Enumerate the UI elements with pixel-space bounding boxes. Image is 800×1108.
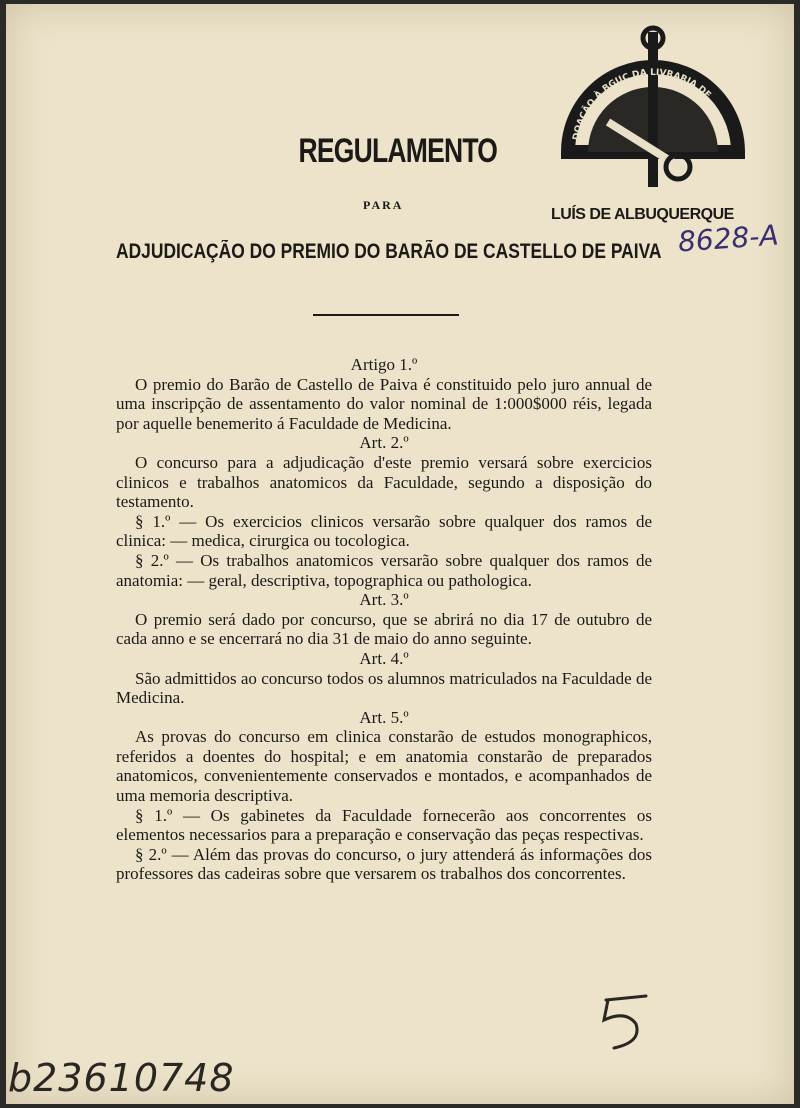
article-heading: Art. 4.º — [359, 648, 409, 668]
stamp-text: DOAÇÃO À BGUC DA LIVRARIA DE — [571, 67, 713, 142]
article-paragraph: As provas do concurso em clinica constarão de estudos monographicos, referidos a doentes do hospital; e em anatomia constarão de preparados anatomicos, convenientemente conservados e montados, e acompanhados de uma memoria descriptiva. — [116, 727, 652, 806]
article-paragraph: O premio do Barão de Castello de Paiva é constituido pelo juro annual de uma inscripção de assentamento do valor nominal de 1:000$000 réis, legada por aquelle benemerito á Faculdade de Medicina. — [116, 374, 652, 433]
article-heading: Art. 5.º — [359, 707, 409, 727]
article-heading: Art. 3.º — [359, 590, 409, 610]
article-heading: Artigo 1.º — [350, 355, 418, 374]
library-stamp — [548, 22, 758, 222]
page-number-text: 5 — [596, 992, 597, 993]
article-paragraph: § 2.º — Além das provas do concurso, o jury attenderá ás informações dos professores das cadeiras sobre que versarem os trabalhos dos concorrentes. — [116, 844, 652, 884]
article-paragraph: § 2.º — Os trabalhos anatomicos versarão sobre qualquer dos ramos de anatomia: — geral, descriptiva, topographica ou pathologica. — [116, 550, 652, 590]
stamp-name: LUÍS DE ALBUQUERQUE — [551, 206, 734, 223]
article-paragraph: § 1.º — Os exercicios clinicos versarão sobre qualquer dos ramos de clinica: — medica, cirurgica ou tocologica. — [116, 511, 652, 551]
regulation-body — [116, 355, 652, 884]
article-paragraph: São admittidos ao concurso todos os alumnos matriculados na Faculdade de Medicina. — [116, 668, 652, 708]
title-connector: PARA — [363, 198, 404, 212]
barcode-label: b23610748 — [8, 1056, 235, 1100]
page-number-handwritten — [596, 992, 656, 1052]
article-paragraph: O premio será dado por concurso, que se abrirá no dia 17 de outubro de cada anno e se encerrará no dia 31 de maio do anno seguinte. — [116, 609, 652, 649]
article-heading: Art. 2.º — [359, 433, 409, 453]
title-divider — [313, 314, 459, 316]
shelfmark-handwritten: 8628-A — [676, 218, 780, 259]
document-subtitle: ADJUDICAÇÃO DO PREMIO DO BARÃO DE CASTELLO DE PAIVA — [116, 240, 662, 263]
article-paragraph: § 1.º — Os gabinetes da Faculdade fornecerão aos concorrentes os elementos necessarios para a preparação e conservação das peças respectivas. — [116, 805, 652, 845]
article-paragraph: O concurso para a adjudicação d'este premio versará sobre exercicios clinicos e trabalhos anatomicos da Faculdade, segundo a disposição do testamento. — [116, 452, 652, 512]
document-title: REGULAMENTO — [298, 132, 498, 170]
